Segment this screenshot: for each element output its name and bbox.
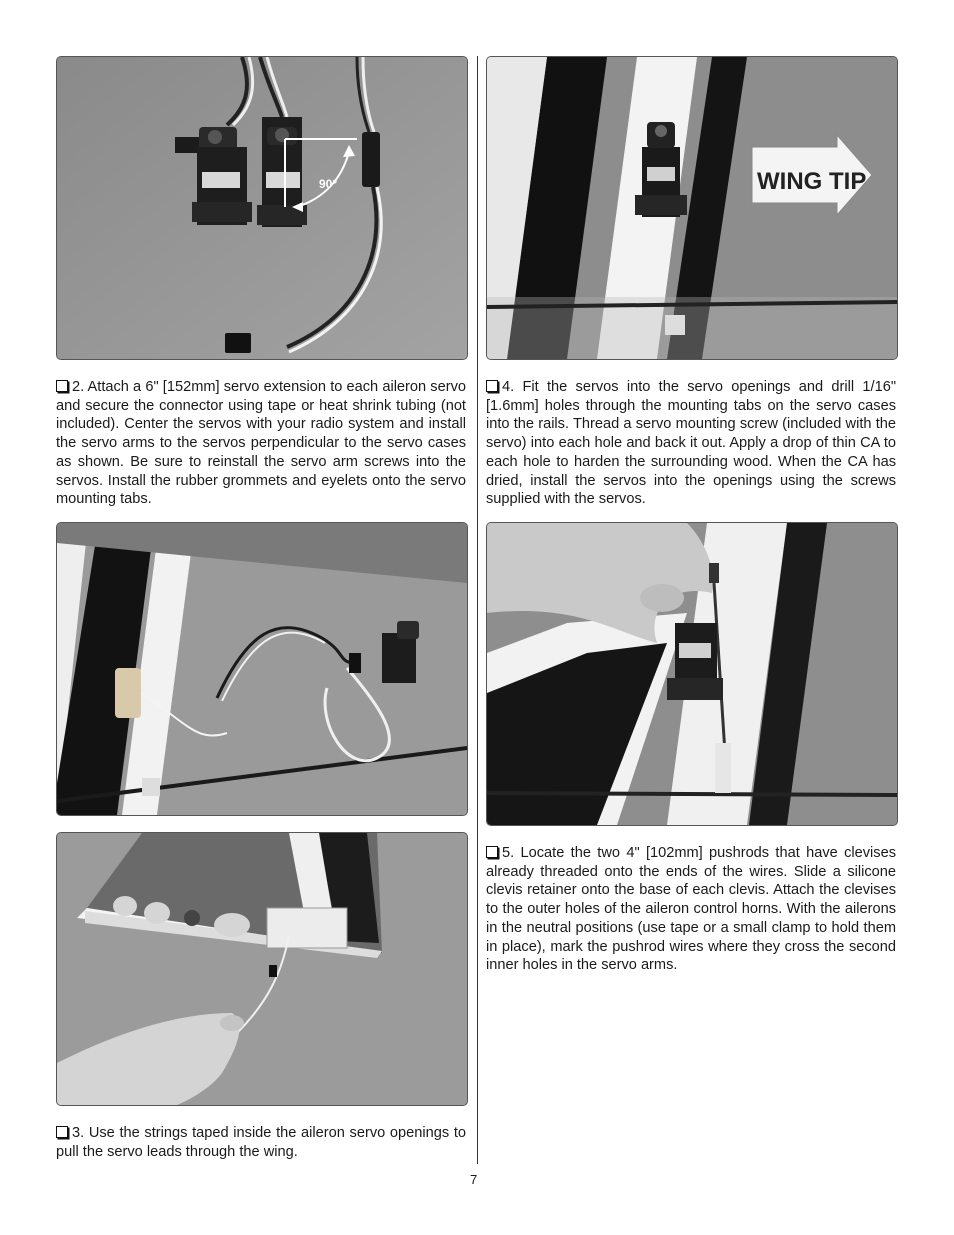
step-3-text: 3. Use the strings taped inside the aileron servo openings to pull the servo leads through the wing. [56,1125,466,1160]
photo-wing-tip-servo [486,56,898,360]
page-number: 7 [470,1172,478,1187]
photo-wing-servo-leads [56,522,468,816]
checkbox-icon[interactable] [486,380,498,392]
photo-servos-with-extension [56,56,468,360]
angle-label: 90° [319,177,338,191]
photo-aileron-pull-string [56,832,468,1106]
photo-drilling-servo-tabs [486,522,898,826]
step-2-text: 2. Attach a 6" [152mm] servo extension to each aileron servo and secure the connector using tape or heat shrink tubing (not included). Center the servos with your radio system and install the servo arms to the servos perpendicular to the servo cases as shown. Be sure to reinstall the servo arm screws into the servos. Install the rubber grommets and eyelets onto the servo mounting tabs. [56,379,466,508]
checkbox-icon[interactable] [56,1126,68,1138]
step-5-text: 5. Locate the two 4" [102mm] pushrods that have clevises already threaded onto the ends of the wires. Slide a silicone clevis retainer onto the base of each clevis. Attach the clevises to the outer holes of the aileron control horns. With the ailerons in the neutral positions (use tape or a small clamp to hold them in place), mark the pushrod wires where they cross the second inner holes in the servo arms. [486,845,896,974]
checkbox-icon[interactable] [56,380,68,392]
wing-tip-sign: WING TIP [757,168,867,195]
checkbox-icon[interactable] [486,846,498,858]
column-divider [477,56,478,1164]
step-4-text: 4. Fit the servos into the servo openings and drill 1/16" [1.6mm] holes through the mounting tabs on the servo cases into the rails. Thread a servo mounting screw (included with the servo) into each hole and back it out. Apply a drop of thin CA to each hole to harden the surrounding wood. When the CA has dried, install the servos into the openings using the screws supplied with the servos. [486,379,896,508]
